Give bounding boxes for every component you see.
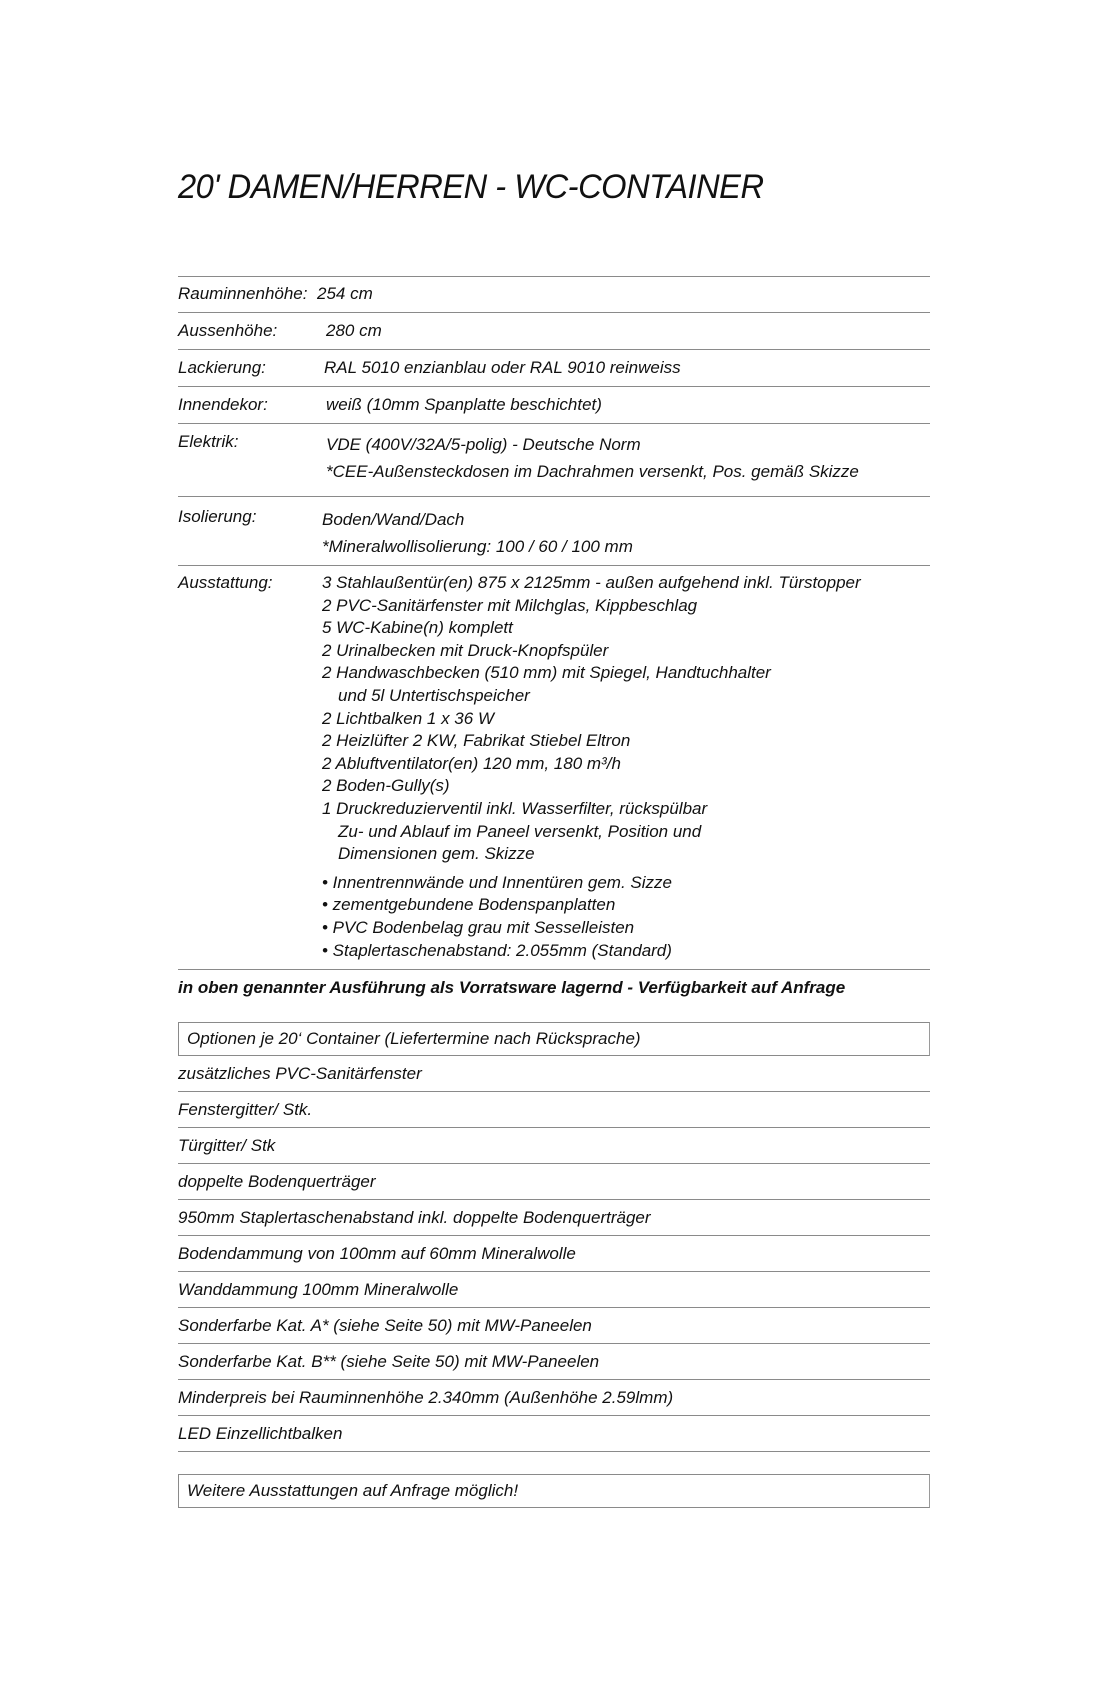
spec-label: Innendekor: — [178, 395, 268, 414]
spec-row-lackierung — [178, 350, 930, 386]
spec-line: *CEE-Außensteckdosen im Dachrahmen versenkt, Pos. gemäß Skizze — [326, 462, 859, 481]
spec-value — [322, 506, 633, 560]
equipment-list — [322, 572, 861, 962]
spec-value: 254 cm — [317, 284, 373, 303]
options-list — [178, 1056, 930, 1452]
option-item: Fenstergitter/ Stk. — [178, 1100, 313, 1119]
spec-value: RAL 5010 enzianblau oder RAL 9010 reinweiss — [324, 358, 681, 377]
spec-row-innendekor — [178, 387, 930, 423]
option-item: Minderpreis bei Rauminnenhöhe 2.340mm (Außenhöhe 2.59lmm) — [178, 1388, 674, 1407]
spec-value: weiß (10mm Spanplatte beschichtet) — [326, 395, 602, 414]
spec-label: Isolierung: — [178, 507, 257, 526]
availability-note: in oben genannter Ausführung als Vorratsware lagernd - Verfügbarkeit auf Anfrage — [178, 978, 846, 997]
equipment-item: 2 Heizlüfter 2 KW, Fabrikat Stiebel Eltron — [322, 731, 631, 751]
equipment-item: 1 Druckreduzierventil inkl. Wasserfilter, rückspülbar — [322, 798, 708, 818]
equipment-bullet: • zementgebundene Bodenspanplatten — [322, 895, 616, 915]
option-item: Türgitter/ Stk — [178, 1136, 276, 1155]
option-item: Wanddammung 100mm Mineralwolle — [178, 1280, 459, 1299]
options-footer: Weitere Ausstattungen auf Anfrage möglich! — [178, 1474, 930, 1508]
spec-value: 280 cm — [326, 321, 382, 340]
spec-row-raumhoehe — [178, 277, 930, 312]
equipment-item: 2 Handwaschbecken (510 mm) mit Spiegel, Handtuchhalter — [322, 663, 771, 683]
spec-value — [326, 431, 859, 485]
equipment-item: Zu- und Ablauf im Paneel versenkt, Position und — [338, 821, 702, 841]
page-title: 20' DAMEN/HERREN - WC-CONTAINER — [178, 168, 764, 206]
equipment-item: 2 Abluftventilator(en) 120 mm, 180 m³/h — [322, 753, 621, 773]
equipment-bullet: • PVC Bodenbelag grau mit Sesselleisten — [322, 917, 635, 937]
option-item: Bodendammung von 100mm auf 60mm Mineralwolle — [178, 1244, 576, 1263]
spec-label: Ausstattung: — [178, 573, 273, 592]
spec-line: VDE (400V/32A/5-polig) - Deutsche Norm — [326, 435, 641, 454]
equipment-item: Dimensionen gem. Skizze — [338, 844, 535, 864]
equipment-item: 2 Boden-Gully(s) — [322, 776, 450, 796]
divider — [178, 969, 930, 970]
spec-label: Aussenhöhe: — [178, 321, 278, 340]
option-item: 950mm Staplertaschenabstand inkl. doppelte Bodenquerträger — [178, 1208, 651, 1227]
equipment-bullet: • Innentrennwände und Innentüren gem. Sizze — [322, 872, 672, 892]
spec-line: Boden/Wand/Dach — [322, 510, 465, 529]
spec-label: Lackierung: — [178, 358, 266, 377]
option-item: doppelte Bodenquerträger — [178, 1172, 376, 1191]
spec-row-isolierung — [178, 497, 930, 565]
option-item: zusätzliches PVC-Sanitärfenster — [178, 1064, 422, 1083]
equipment-item: 2 Urinalbecken mit Druck-Knopfspüler — [322, 640, 609, 660]
equipment-bullet: • Staplertaschenabstand: 2.055mm (Standard) — [322, 940, 672, 960]
spec-row-ausstattung — [178, 566, 930, 969]
options-header: Optionen je 20‘ Container (Liefertermine nach Rücksprache) — [178, 1022, 930, 1056]
spec-label: Elektrik: — [178, 432, 239, 451]
option-item: LED Einzellichtbalken — [178, 1424, 343, 1443]
option-item: Sonderfarbe Kat. B** (siehe Seite 50) mit MW-Paneelen — [178, 1352, 600, 1371]
equipment-item: 2 PVC-Sanitärfenster mit Milchglas, Kippbeschlag — [322, 595, 698, 615]
option-item: Sonderfarbe Kat. A* (siehe Seite 50) mit MW-Paneelen — [178, 1316, 592, 1335]
spec-label: Rauminnenhöhe: — [178, 284, 308, 303]
equipment-item: 2 Lichtbalken 1 x 36 W — [322, 708, 494, 728]
spec-line: *Mineralwollisolierung: 100 / 60 / 100 mm — [322, 537, 633, 556]
spec-row-aussenhoehe — [178, 313, 930, 349]
equipment-item: 3 Stahlaußentür(en) 875 x 2125mm - außen aufgehend inkl. Türstopper — [322, 573, 861, 592]
spec-row-elektrik — [178, 424, 930, 496]
spec-table — [178, 276, 930, 1508]
equipment-item: 5 WC-Kabine(n) komplett — [322, 618, 513, 638]
equipment-item: und 5l Untertischspeicher — [338, 685, 530, 705]
